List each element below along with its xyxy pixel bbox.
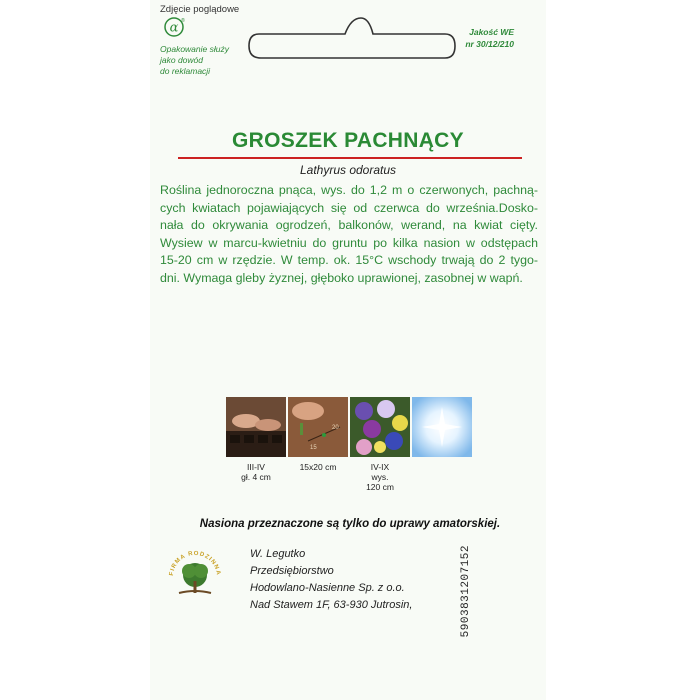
- package-note-line: Opakowanie służy: [160, 44, 229, 54]
- svg-text:α: α: [169, 20, 179, 36]
- family-company-logo: [165, 545, 225, 605]
- svg-text:®: ®: [181, 18, 185, 24]
- sun-icon: [412, 397, 472, 457]
- caption-line: 120 cm: [366, 482, 394, 492]
- pictogram-caption: [226, 462, 286, 482]
- address-line: Hodowlano-Nasienne Sp. z o.o.: [250, 582, 405, 594]
- spacing-ruler-icon: [288, 397, 348, 457]
- sample-photo-note: Zdjęcie poglądowe: [160, 4, 240, 15]
- caption-line: III-IV: [247, 462, 265, 472]
- description-line: dni. Wymaga gleby żyznej, głęboko uprawionej, zasobnej w wapń.: [160, 270, 523, 285]
- product-description: [160, 182, 538, 287]
- barcode-digits: 5903831207152: [460, 545, 472, 638]
- pictogram-row: [226, 397, 476, 457]
- title-divider: [178, 157, 522, 159]
- product-title: GROSZEK PACHNĄCY: [232, 129, 464, 152]
- spacing-mark: 20: [332, 425, 339, 431]
- amateur-use-notice: Nasiona przeznaczone są tylko do uprawy amatorskiej.: [199, 518, 501, 530]
- description-line: Roślina jednoroczna pnąca, wys. do 1,2 m o czerwonych, pachną-: [160, 183, 538, 197]
- quality-label: Jakość WE: [469, 27, 514, 37]
- description-line: cych kwiatach pojawiających się od czerwca do września.Dosko-: [160, 200, 538, 215]
- caption-line: 15x20 cm: [299, 462, 337, 472]
- barcode-number: [460, 545, 484, 675]
- address-line: Nad Stawem 1F, 63-930 Jutrosin,: [250, 599, 413, 611]
- logo-text: FIRMA RODZINNA: [168, 550, 222, 577]
- quality-info: [465, 26, 514, 50]
- hang-hole-outline: [245, 14, 461, 74]
- caption-line: IV-IX: [370, 462, 390, 472]
- description-line: nała do okrywania ogrodzeń, balkonów, werand, na kwiat cięty.: [160, 218, 538, 232]
- pictogram-caption: [288, 462, 348, 472]
- alpha-logo-icon: [163, 16, 185, 38]
- caption-line: gł. 4 cm: [241, 472, 271, 482]
- package-note-line: do reklamacji: [160, 66, 211, 76]
- package-note: [160, 44, 229, 77]
- package-note-line: jako dowód: [160, 55, 204, 65]
- sowing-hands-icon: [226, 397, 286, 457]
- address-line: W. Legutko: [250, 548, 306, 560]
- address-line: Przedsiębiorstwo: [250, 565, 334, 577]
- description-line: Wysiew w marcu-kwietniu do gruntu po kilka nasion w odstępach: [160, 235, 538, 250]
- company-address: [250, 546, 412, 614]
- pictogram-caption: [350, 462, 410, 492]
- caption-line: wys.: [371, 472, 389, 482]
- flowers-icon: [350, 397, 410, 457]
- spacing-mark: 15: [310, 445, 317, 451]
- quality-number: nr 30/12/210: [465, 39, 514, 49]
- latin-name: Lathyrus odoratus: [299, 163, 397, 177]
- description-line: 15-20 cm w rzędzie. W temp. ok. 15°C wschody trwają do 2 tygo-: [160, 253, 538, 267]
